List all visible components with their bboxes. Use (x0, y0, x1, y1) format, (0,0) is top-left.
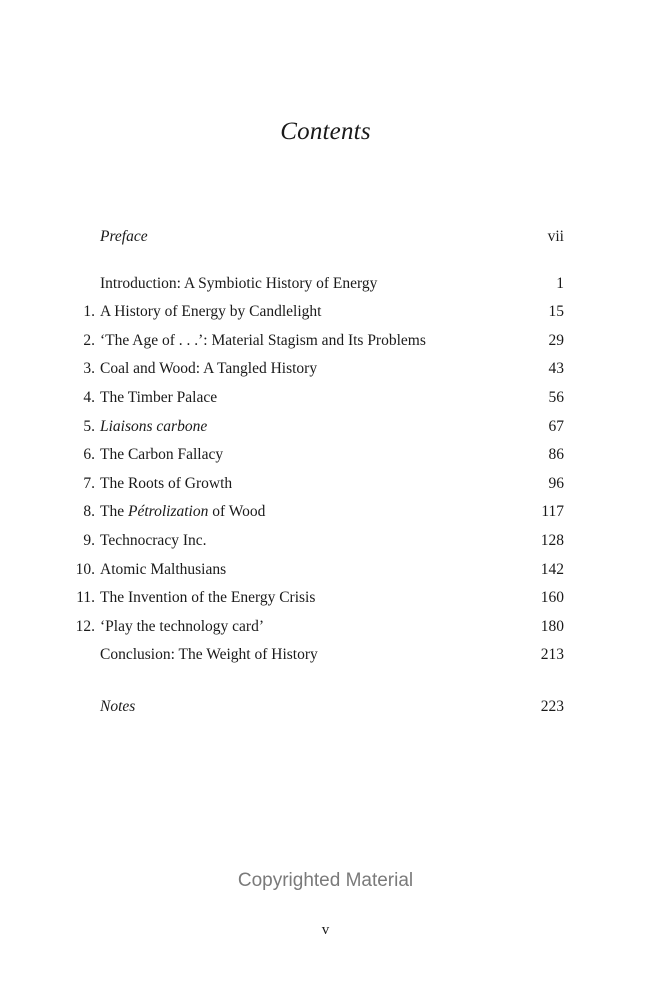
toc-entry-title: ‘Play the technology card’ (100, 617, 264, 635)
toc-entry-number: 4. (83, 388, 95, 406)
toc-entry-page: vii (547, 228, 564, 245)
toc-entry-title: Liaisons carbone (100, 417, 208, 435)
toc-entry-chapter-9[interactable] (62, 527, 564, 556)
table-of-contents (62, 223, 564, 722)
toc-entry-title: Technocracy Inc. (100, 531, 207, 549)
toc-entry-title (100, 498, 265, 527)
toc-entry-chapter-12[interactable] (62, 613, 564, 642)
toc-entry-chapter-8[interactable] (62, 498, 564, 527)
toc-entry-title: Coal and Wood: A Tangled History (100, 360, 318, 378)
toc-entry-chapter-10[interactable] (62, 556, 564, 585)
toc-entry-title: ‘The Age of . . .’: Material Stagism and Its Problems (100, 331, 426, 349)
toc-entry-title-italic: Pétrolization (127, 503, 209, 521)
toc-entry-chapter-3[interactable] (62, 355, 564, 384)
toc-entry-page: 96 (548, 474, 564, 492)
toc-entry-page: 213 (540, 646, 564, 664)
toc-entry-title-prefix: The (100, 503, 128, 521)
toc-entry-conclusion[interactable] (62, 641, 564, 670)
toc-entry-number: 5. (83, 417, 95, 435)
copyright-notice: Copyrighted Material (237, 870, 414, 891)
page-number: v (321, 922, 330, 938)
toc-entry-page: 180 (540, 617, 564, 635)
toc-entry-page: 142 (540, 560, 564, 578)
toc-entry-number: 1. (83, 303, 95, 321)
toc-entry-page: 128 (540, 531, 564, 549)
toc-entry-number: 2. (83, 331, 95, 349)
toc-entry-title: Atomic Malthusians (100, 560, 227, 578)
page-title: Contents (280, 118, 371, 145)
toc-entry-number: 11. (76, 589, 95, 607)
toc-entry-chapter-11[interactable] (62, 584, 564, 613)
toc-entry-page: 43 (548, 360, 564, 378)
toc-entry-title: The Invention of the Energy Crisis (100, 589, 316, 607)
toc-entry-page: 117 (541, 503, 564, 521)
toc-entry-chapter-2[interactable] (62, 327, 564, 356)
toc-entry-page: 67 (548, 417, 564, 435)
toc-entry-page: 223 (540, 697, 564, 715)
toc-entry-chapter-5[interactable] (62, 413, 564, 442)
toc-entry-chapter-1[interactable] (62, 298, 564, 327)
toc-entry-title: The Timber Palace (100, 388, 218, 406)
toc-entry-page: 160 (540, 589, 564, 607)
toc-entry-notes[interactable] (62, 693, 564, 722)
toc-entry-number: 3. (83, 360, 95, 378)
toc-entry-chapter-6[interactable] (62, 441, 564, 470)
toc-entry-number: 10. (75, 560, 95, 578)
toc-entry-number: 9. (83, 531, 95, 549)
toc-entry-page: 29 (548, 331, 564, 349)
toc-entry-introduction[interactable] (62, 270, 564, 299)
toc-entry-title: Notes (100, 697, 136, 715)
toc-entry-title: A History of Energy by Candlelight (100, 303, 322, 321)
toc-entry-page: 86 (548, 446, 564, 464)
toc-entry-chapter-7[interactable] (62, 470, 564, 499)
toc-entry-title: Conclusion: The Weight of History (100, 646, 318, 664)
toc-entry-chapter-4[interactable] (62, 384, 564, 413)
toc-entry-title: Preface (100, 228, 148, 245)
toc-entry-title: The Roots of Growth (100, 474, 233, 492)
toc-entry-preface[interactable] (62, 223, 564, 252)
toc-entry-title-suffix: of Wood (208, 503, 266, 521)
toc-entry-number: 7. (83, 474, 95, 492)
toc-entry-number: 8. (83, 503, 95, 521)
toc-entry-number: 6. (83, 446, 95, 464)
toc-entry-title: The Carbon Fallacy (100, 446, 224, 464)
toc-entry-title: Introduction: A Symbiotic History of Energy (100, 274, 378, 292)
toc-entry-page: 15 (548, 303, 564, 321)
toc-entry-number: 12. (75, 617, 95, 635)
toc-entry-page: 1 (556, 274, 564, 292)
toc-entry-page: 56 (548, 388, 564, 406)
